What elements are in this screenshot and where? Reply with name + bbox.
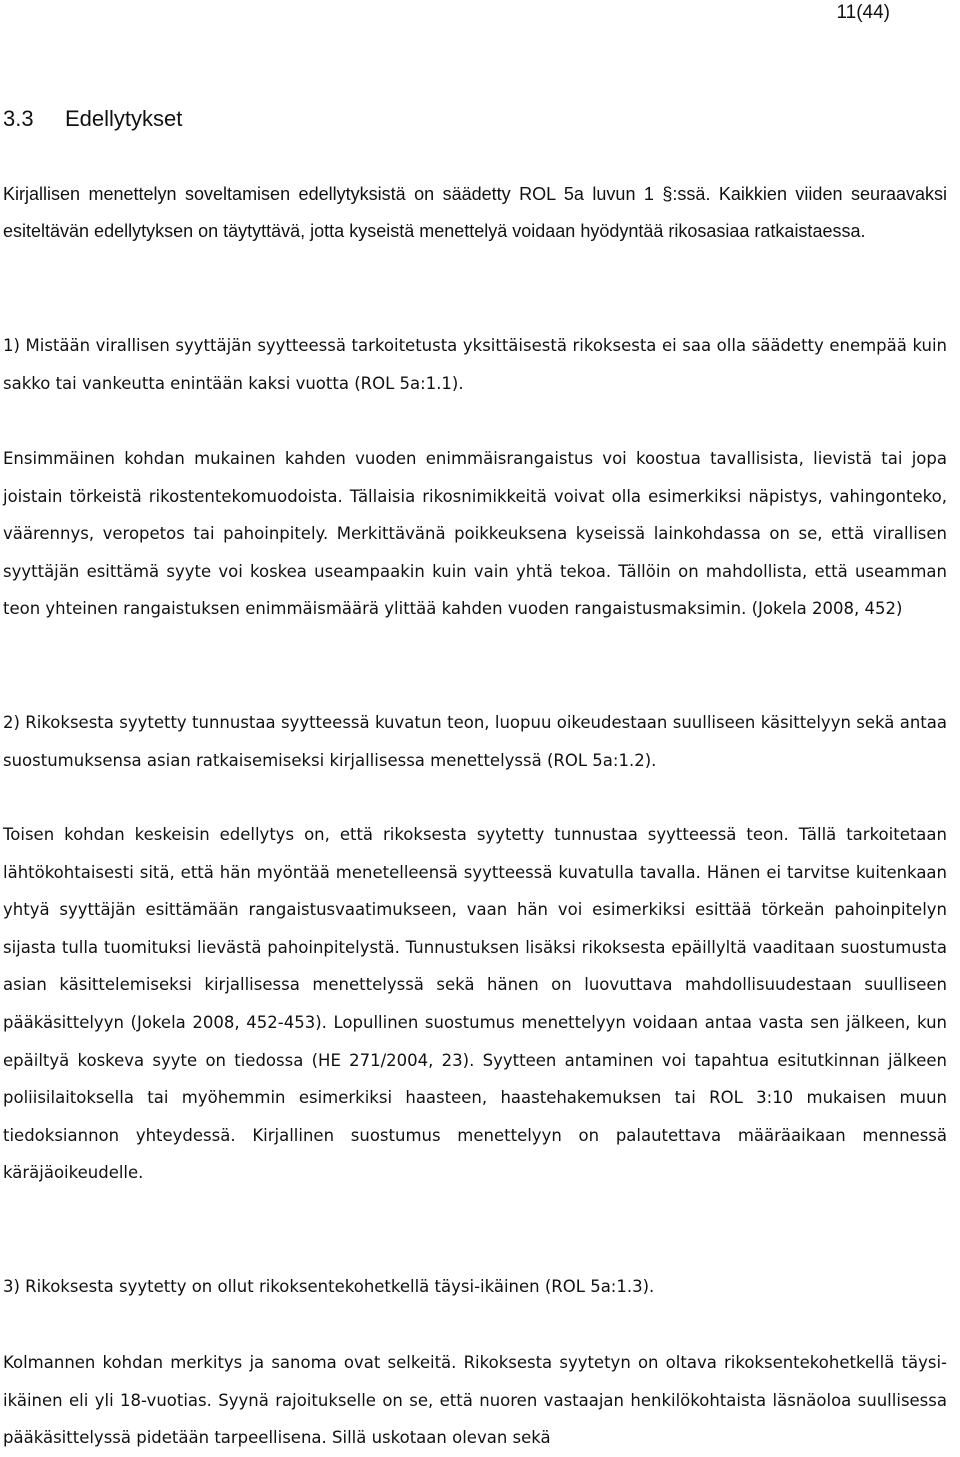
- paragraph-condition-3-explanation: Kolmannen kohdan merkitys ja sanoma ovat selkeitä. Rikoksesta syytetyn on oltava rikoksentekohetkellä täysi-ikäinen eli yli 18-vuotias. Syynä rajoitukselle on se, että nuoren vastaajan henkilökohtaista läsnäoloa suullisessa pääkäsittelyssä pidetään tarpeellisena. Sillä uskotaan olevan sekä: [3, 1353, 947, 1448]
- section-heading: [3, 106, 182, 132]
- section-number: 3.3: [3, 106, 34, 131]
- paragraph-condition-1: 1) Mistään virallisen syyttäjän syytteessä tarkoitetusta yksittäisestä rikoksesta ei saa olla säädetty enempää kuin sakko tai vankeutta enintään kaksi vuotta (ROL 5a:1.1).: [3, 336, 947, 393]
- paragraph-condition-1-explanation: Ensimmäinen kohdan mukainen kahden vuoden enimmäisrangaistus voi koostua tavallisista, lievistä tai jopa joistain törkeistä rikostentekomuodoista. Tällaisia rikosnimikkeitä voivat olla esimerkiksi näpistys, vahingonteko, väärennys, veropetos tai pahoinpitely. Merkittävänä poikkeuksena kyseissä lainkohdassa on se, että virallisen syyttäjän esittämä syyte voi koskea useampaakin kuin vain yhtä tekoa. Tällöin on mahdollista, että useamman teon yhteinen rangaistuksen enimmäismäärä ylittää kahden vuoden rangaistusmaksimin. (Jokela 2008, 452): [3, 449, 947, 619]
- paragraph-condition-2-explanation: Toisen kohdan keskeisin edellytys on, että rikoksesta syytetty tunnustaa syytteessä teon. Tällä tarkoitetaan lähtökohtaisesti sitä, että hän myöntää menetelleensä syytteessä kuvatulla tavalla. Hänen ei tarvitse kuitenkaan yhtyä syyttäjän esittämään rangaistusvaatimukseen, vaan hän voi esimerkiksi esittää törkeän pahoinpitelyn sijasta tulla tuomituksi lievästä pahoinpitelystä. Tunnustuksen lisäksi rikoksesta epäillyltä vaaditaan suostumusta asian käsittelemiseksi kirjallisessa menettelyssä sekä hänen on luovuttava mahdollisuudestaan suulliseen pääkäsittelyyn (Jokela 2008, 452-453). Lopullinen suostumus menettelyyn voidaan antaa vasta sen jälkeen, kun epäiltyä koskeva syyte on tiedossa (HE 271/2004, 23). Syytteen antaminen voi tapahtua esitutkinnan jälkeen poliisilaitoksella tai myöhemmin esimerkiksi haasteen, haastehakemuksen tai ROL 3:10 mukaisen muun tiedoksiannon yhteydessä. Kirjallinen suostumus menettelyyn on palautettava määräaikaan mennessä käräjäoikeudelle.: [3, 825, 947, 1183]
- paragraph-condition-3: 3) Rikoksesta syytetty on ollut rikoksentekohetkellä täysi-ikäinen (ROL 5a:1.3).: [3, 1277, 655, 1296]
- paragraph-condition-2: 2) Rikoksesta syytetty tunnustaa syytteessä kuvatun teon, luopuu oikeudestaan suulliseen käsittelyyn sekä antaa suostumuksensa asian ratkaisemiseksi kirjallisessa menettelyssä (ROL 5a:1.2).: [3, 713, 947, 770]
- page-number: 11(44): [836, 2, 890, 23]
- section-title: Edellytykset: [65, 106, 183, 131]
- paragraph-intro: Kirjallisen menettelyn soveltamisen edellytyksistä on säädetty ROL 5a luvun 1 §:ssä. Kaikkien viiden seuraavaksi esiteltävän edellytyksen on täytyttävä, jotta kyseistä menettelyä voidaan hyödyntää rikosasiaa ratkaistaessa.: [3, 184, 947, 241]
